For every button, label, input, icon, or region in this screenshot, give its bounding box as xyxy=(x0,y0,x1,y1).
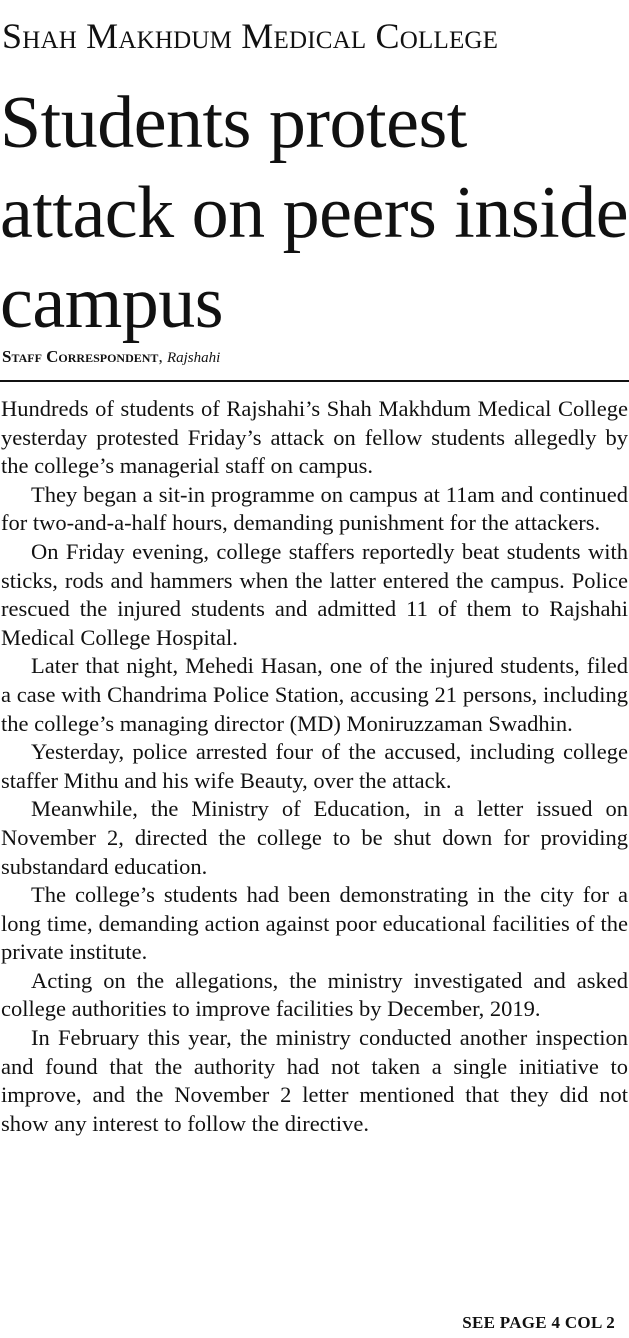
article-paragraph: They began a sit-in programme on campus at 11am and continued for two-and-a-half hours, demanding punishment for the attackers. xyxy=(1,481,628,536)
article-paragraph: Later that night, Mehedi Hasan, one of the injured students, filed a case with Chandrima Police Station, accusing 21 persons, including the college’s managing director (MD) Moniruzzaman Swadhin. xyxy=(1,653,628,736)
headline: Students protest attack on peers inside campus xyxy=(0,82,629,344)
article-paragraph: On Friday evening, college staffers reportedly beat students with sticks, rods and hammers when the latter entered the campus. Police rescued the injured students and admitted 11 of them to Rajshahi Medical College Hospital. xyxy=(1,538,628,650)
byline-separator: , xyxy=(158,347,163,366)
byline xyxy=(2,346,220,369)
article-paragraph: Meanwhile, the Ministry of Education, in a letter issued on November 2, directed the college to be shut down for providing substandard education. xyxy=(1,796,628,879)
article-body xyxy=(1,395,628,1138)
article-paragraph: Yesterday, police arrested four of the accused, including college staffer Mithu and his wife Beauty, over the attack. xyxy=(1,739,628,793)
article-paragraph: Hundreds of students of Rajshahi’s Shah Makhdum Medical College yesterday protested Friday’s attack on fellow students allegedly by the college’s managerial staff on campus. xyxy=(1,396,628,479)
byline-location: Rajshahi xyxy=(166,350,221,366)
article-paragraph: The college’s students had been demonstrating in the city for a long time, demanding action against poor educational facilities of the private institute. xyxy=(1,882,628,965)
continued-jump-line: SEE PAGE 4 COL 2 xyxy=(462,1313,615,1332)
article-paragraph: Acting on the allegations, the ministry investigated and asked college authorities to improve facilities by December, 2019. xyxy=(1,967,628,1022)
section-label: Shah Makhdum Medical College xyxy=(2,16,499,56)
byline-author: Staff Correspondent xyxy=(2,347,159,366)
headline-divider xyxy=(0,380,629,382)
article-paragraph: In February this year, the ministry conducted another inspection and found that the authority had not taken a single initiative to improve, and the November 2 letter mentioned that they did not show any interest to follow the directive. xyxy=(1,1025,628,1136)
